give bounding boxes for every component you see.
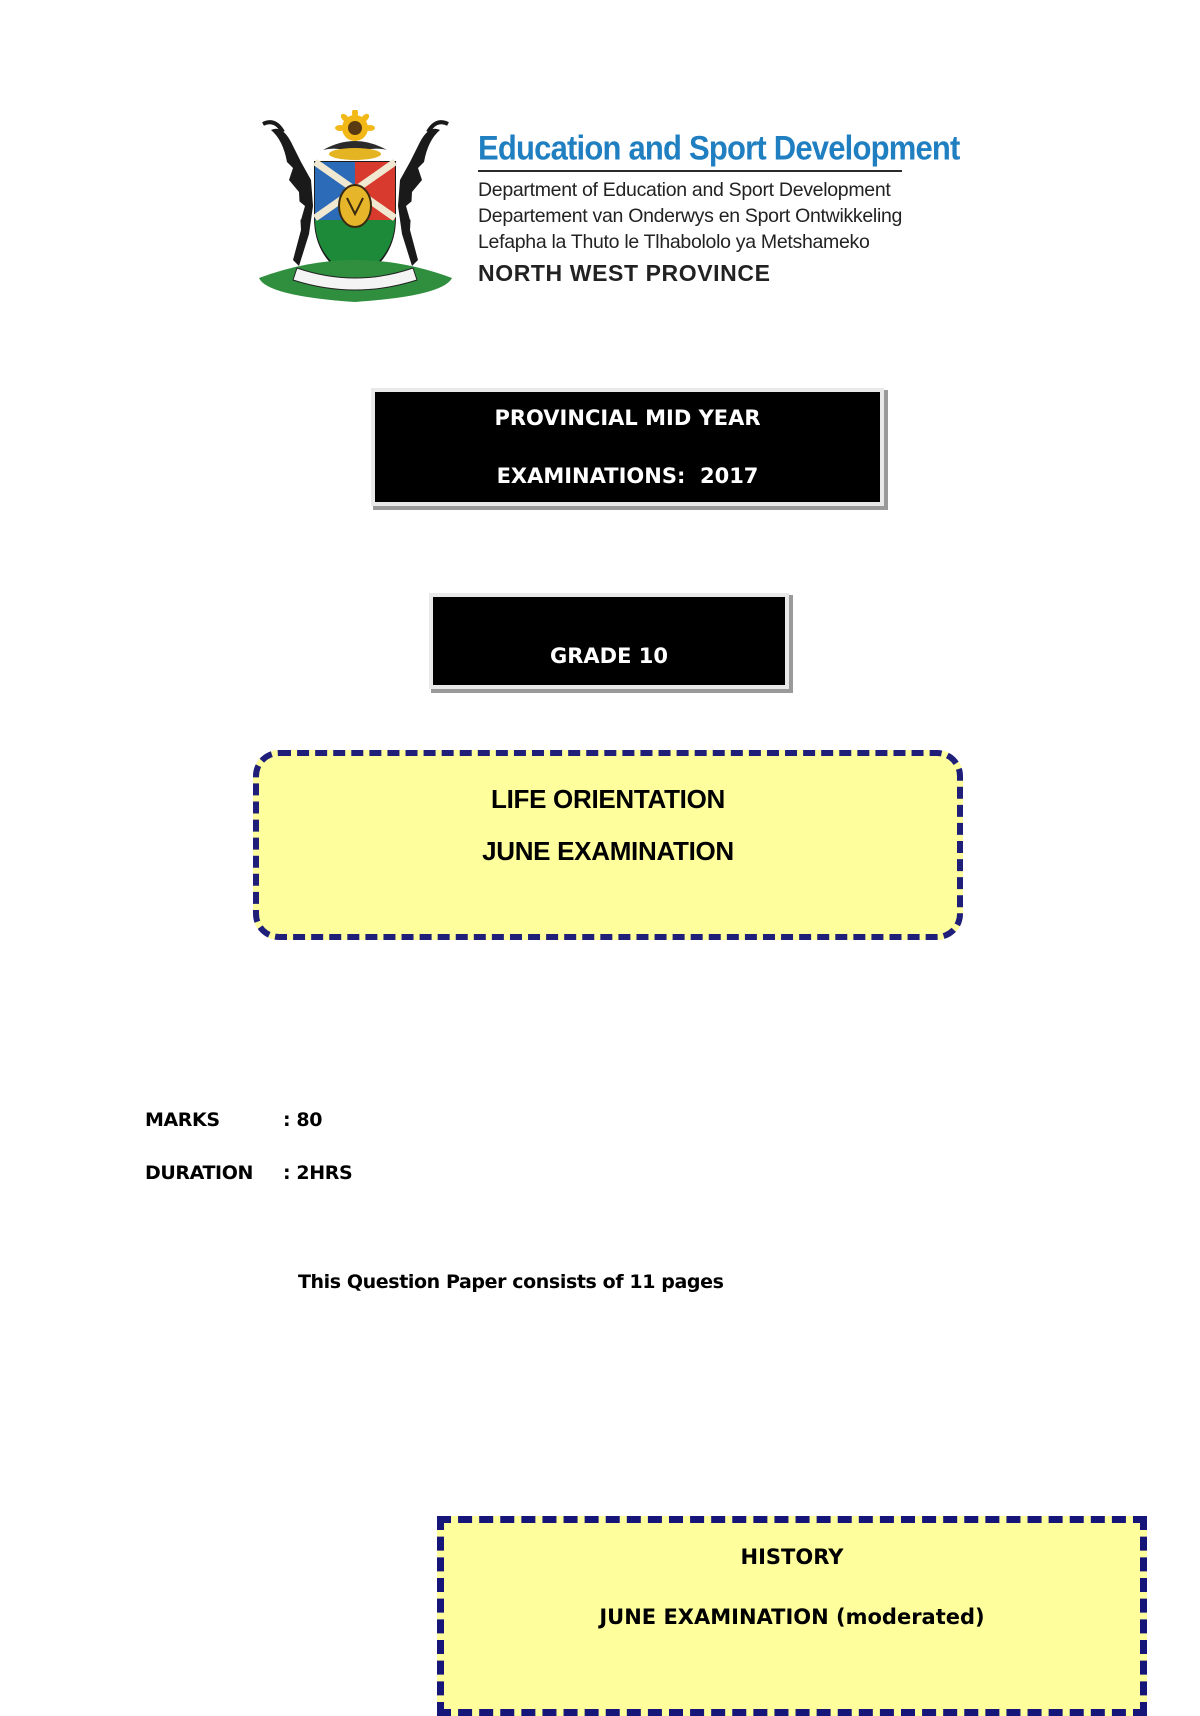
sunflower-icon	[335, 110, 375, 141]
antelope-right-icon	[398, 122, 448, 266]
subject-box	[253, 750, 963, 940]
subject-exam: JUNE EXAMINATION	[482, 836, 734, 866]
duration-value: : 2HRS	[283, 1162, 353, 1184]
marks-label: MARKS	[145, 1109, 220, 1131]
brand-title: Education and Sport Development	[478, 128, 960, 168]
department-letterhead	[478, 128, 960, 287]
marks-value: : 80	[283, 1109, 323, 1131]
exam-title-line1: PROVINCIAL MID YEAR	[494, 406, 761, 430]
exam-title-line2: EXAMINATIONS: 2017	[496, 464, 759, 488]
page-count-statement: This Question Paper consists of 11 pages	[298, 1271, 724, 1293]
brand-divider	[478, 170, 902, 172]
history-title: HISTORY	[740, 1545, 844, 1569]
grade-label: GRADE 10	[550, 644, 668, 668]
north-west-coat-of-arms-icon	[253, 110, 458, 305]
province-name: NORTH WEST PROVINCE	[478, 260, 771, 286]
antelope-left-icon	[263, 122, 313, 266]
history-exam: JUNE EXAMINATION (moderated)	[599, 1605, 985, 1629]
dept-name-english: Department of Education and Sport Development	[478, 179, 891, 201]
history-box	[437, 1516, 1147, 1716]
dept-name-afrikaans: Departement van Onderwys en Sport Ontwikkeling	[478, 205, 903, 227]
exam-title-box	[375, 392, 880, 502]
duration-label: DURATION	[145, 1162, 253, 1184]
grade-box	[433, 597, 785, 685]
dept-name-setswana: Lefapha la Thuto le Tlhabololo ya Metshameko	[478, 231, 870, 253]
subject-title: LIFE ORIENTATION	[491, 784, 725, 814]
